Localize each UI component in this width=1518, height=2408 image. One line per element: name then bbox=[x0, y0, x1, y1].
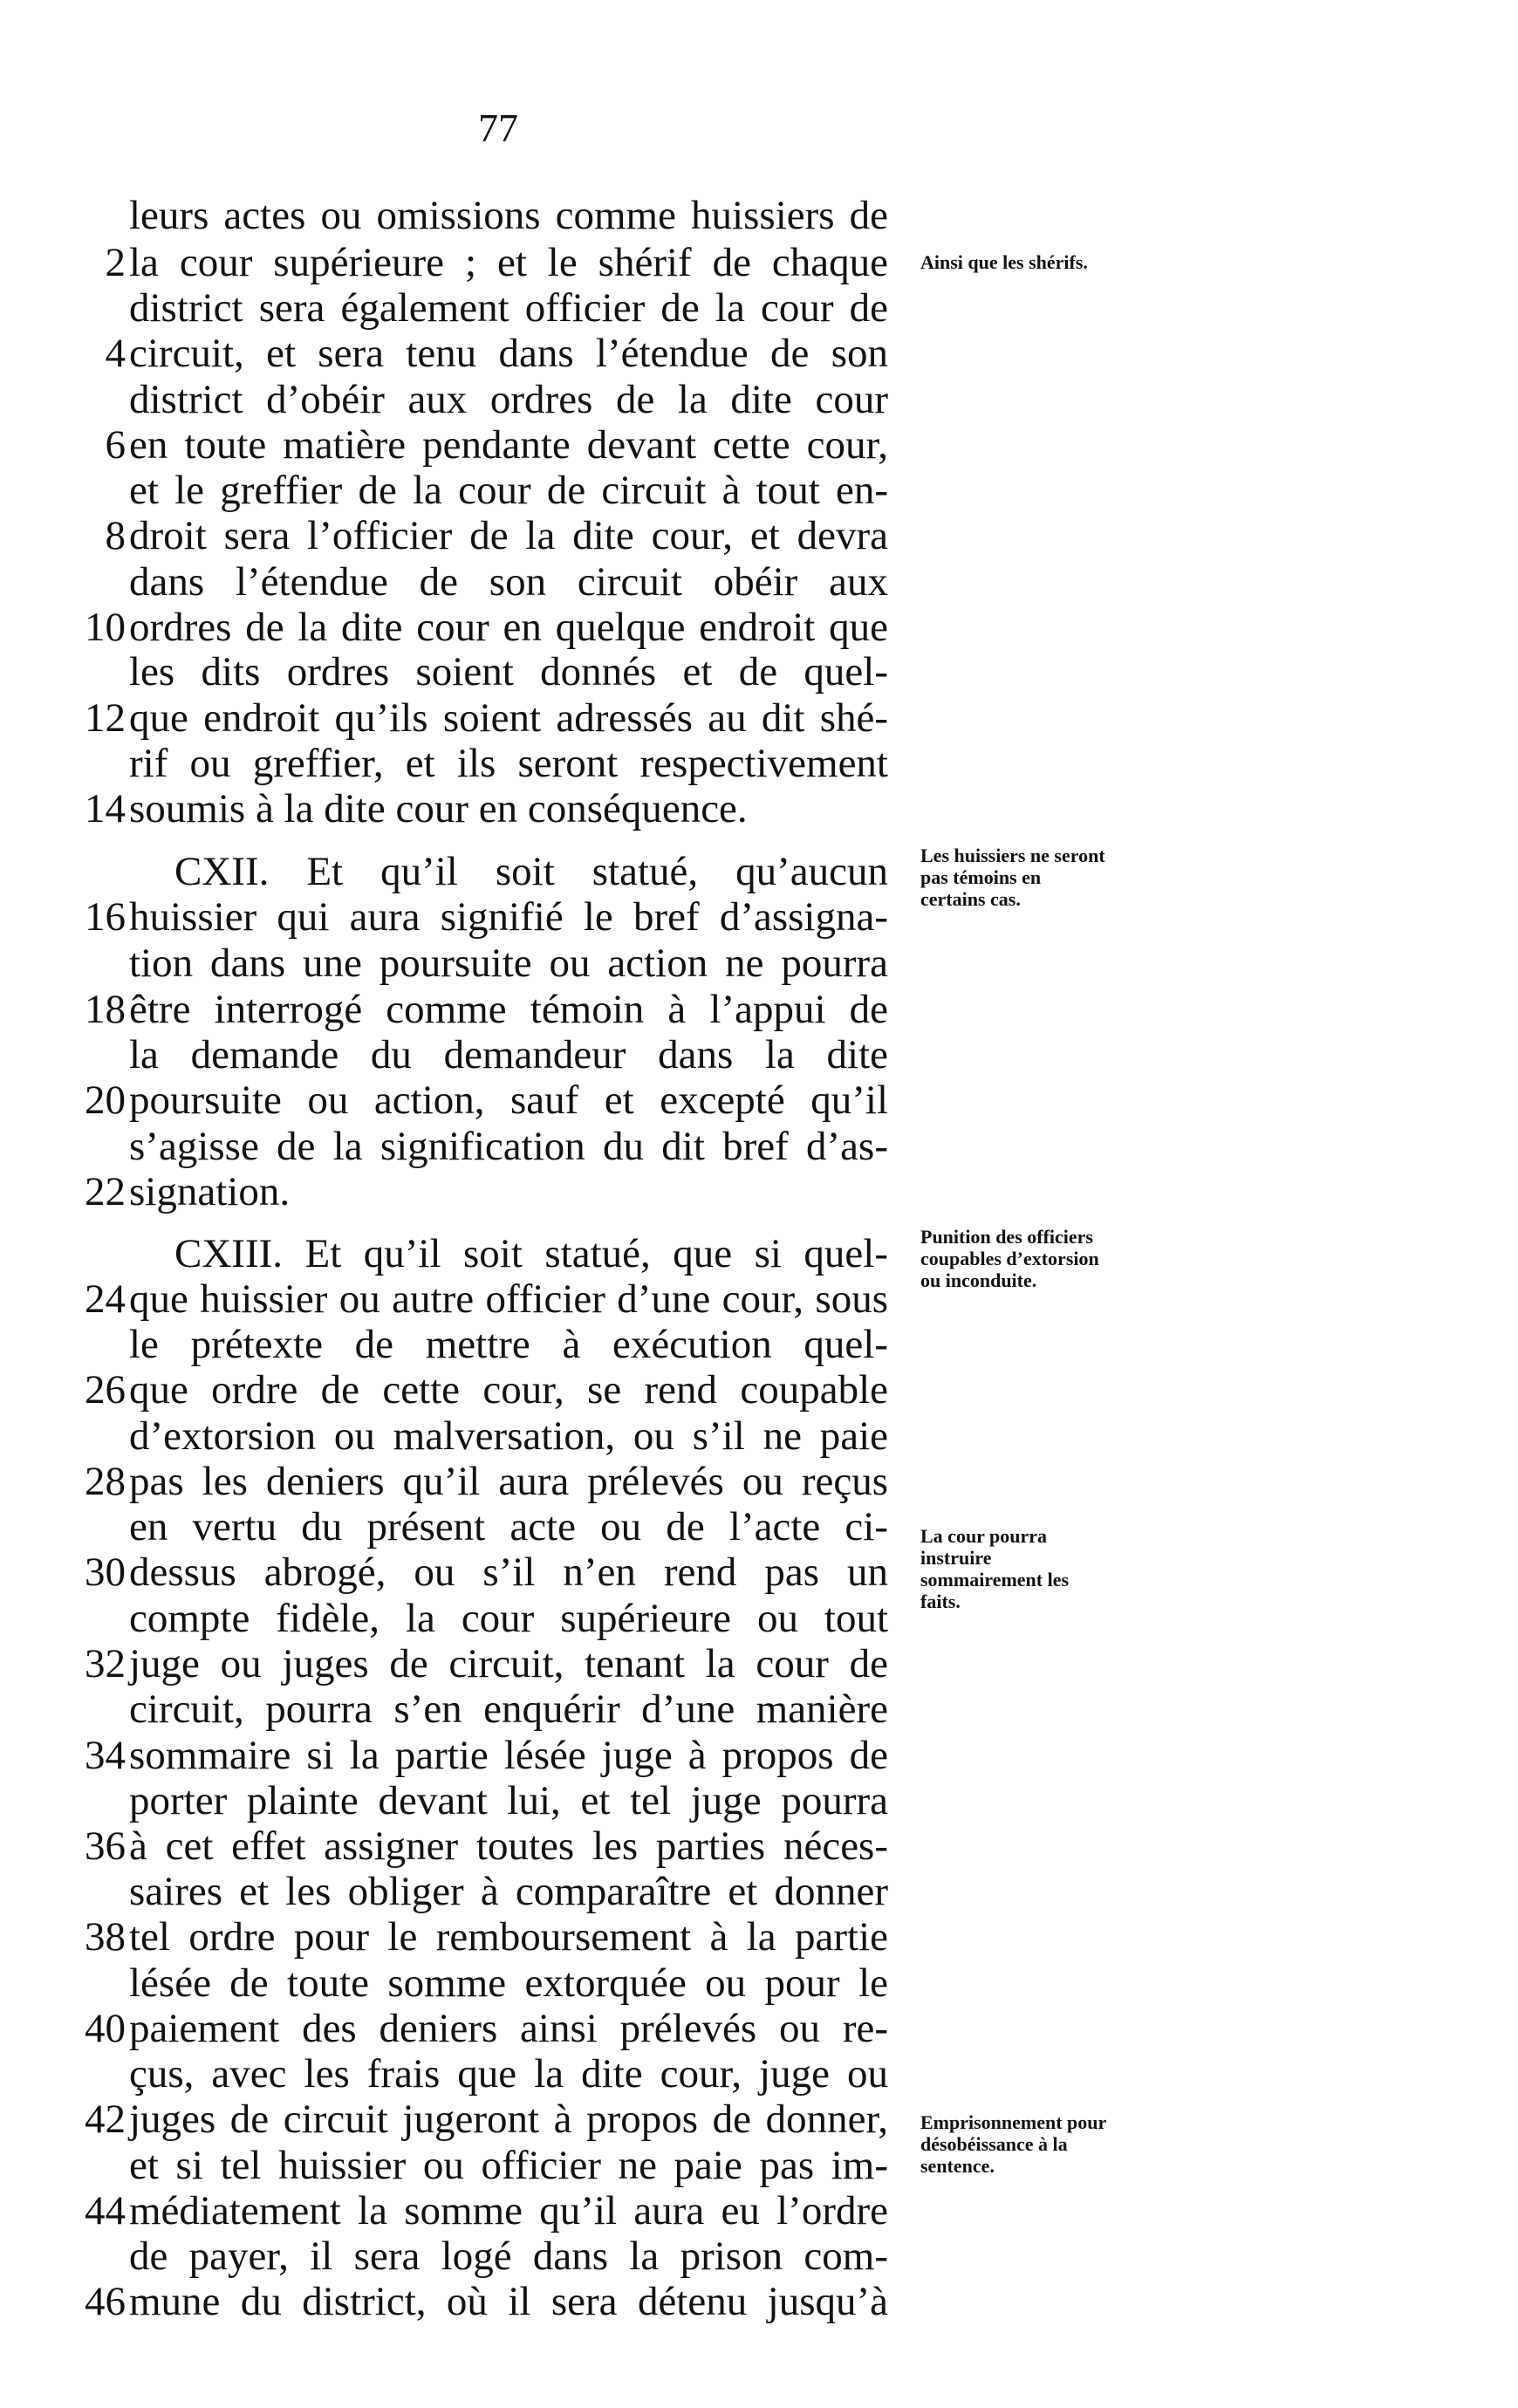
text-line bbox=[0, 1960, 1518, 2005]
text-line bbox=[0, 239, 1518, 284]
text-line bbox=[0, 1686, 1518, 1731]
line-number: 26 bbox=[85, 1367, 126, 1413]
line-text: sommaire si la partie lésée juge à propos de bbox=[129, 1733, 888, 1778]
text-line bbox=[0, 1458, 1518, 1503]
line-text: CXIII. Et qu’il soit statué, que si quel- bbox=[174, 1231, 888, 1276]
line-text: la cour supérieure ; et le shérif de chaque bbox=[129, 240, 888, 285]
text-line bbox=[0, 986, 1518, 1031]
text-line bbox=[0, 648, 1518, 694]
line-number: 18 bbox=[85, 987, 126, 1032]
line-text: que huissier ou autre officier d’une cour, sous bbox=[129, 1276, 888, 1322]
text-line bbox=[0, 1366, 1518, 1412]
margin-note: Punition des officiers coupables d’extorsion ou inconduite. bbox=[920, 1226, 1099, 1291]
text-line bbox=[0, 893, 1518, 939]
line-number: 30 bbox=[85, 1549, 126, 1595]
text-line bbox=[0, 1777, 1518, 1823]
line-text: district d’obéir aux ordres de la dite cour bbox=[129, 377, 888, 422]
text-line bbox=[0, 376, 1518, 421]
line-text: porter plainte devant lui, et tel juge pourra bbox=[129, 1778, 888, 1823]
line-text: d’extorsion ou malversation, ou s’il ne paie bbox=[129, 1413, 888, 1459]
line-number: 6 bbox=[105, 422, 126, 468]
line-text: les dits ordres soient donnés et de quel- bbox=[129, 649, 888, 694]
text-line bbox=[0, 1123, 1518, 1168]
line-text: lésée de toute somme extorquée ou pour le bbox=[129, 1960, 888, 2006]
page-number: 77 bbox=[478, 106, 518, 150]
line-number: 38 bbox=[85, 1914, 126, 1960]
text-line bbox=[0, 1230, 1518, 1276]
text-line bbox=[0, 1031, 1518, 1077]
text-line bbox=[0, 1913, 1518, 1959]
line-text: juge ou juges de circuit, tenant la cour de bbox=[129, 1641, 888, 1686]
text-line bbox=[0, 2233, 1518, 2278]
line-text: poursuite ou action, sauf et excepté qu’il bbox=[129, 1077, 888, 1123]
line-number: 4 bbox=[105, 331, 126, 376]
text-line bbox=[0, 1823, 1518, 1868]
line-text: à cet effet assigner toutes les parties néces- bbox=[129, 1823, 888, 1869]
text-line bbox=[0, 512, 1518, 558]
line-text: en vertu du présent acte ou de l’acte ci- bbox=[129, 1504, 888, 1549]
text-line bbox=[0, 1503, 1518, 1549]
line-text: huissier qui aura signifié le bref d’assigna- bbox=[129, 894, 888, 940]
text-line bbox=[0, 2050, 1518, 2096]
line-text: ordres de la dite cour en quelque endroit que bbox=[129, 605, 888, 650]
text-line bbox=[0, 284, 1518, 330]
line-text: la demande du demandeur dans la dite bbox=[129, 1032, 888, 1077]
text-line bbox=[0, 2005, 1518, 2050]
line-text: rif ou greffier, et ils seront respectivement bbox=[129, 741, 888, 786]
line-number: 40 bbox=[85, 2006, 126, 2051]
line-number: 20 bbox=[85, 1077, 126, 1123]
text-line bbox=[0, 1640, 1518, 1686]
line-number: 46 bbox=[85, 2279, 126, 2324]
line-text: dessus abrogé, ou s’il n’en rend pas un bbox=[129, 1549, 888, 1595]
line-text: leurs actes ou omissions comme huissiers de bbox=[129, 193, 888, 238]
line-text: circuit, et sera tenu dans l’étendue de son bbox=[129, 331, 888, 376]
line-number: 2 bbox=[105, 240, 126, 285]
line-text: le prétexte de mettre à exécution quel- bbox=[129, 1322, 888, 1367]
line-text: soumis à la dite cour en conséquence. bbox=[129, 786, 748, 831]
line-text: que ordre de cette cour, se rend coupable bbox=[129, 1367, 888, 1413]
text-line bbox=[0, 785, 1518, 831]
line-number: 34 bbox=[85, 1733, 126, 1778]
line-text: et le greffier de la cour de circuit à tout en- bbox=[129, 468, 888, 513]
text-line bbox=[0, 740, 1518, 785]
line-text: dans l’étendue de son circuit obéir aux bbox=[129, 559, 888, 605]
line-text: mune du district, où il sera détenu jusqu’à bbox=[129, 2279, 888, 2324]
line-text: CXII. Et qu’il soit statué, qu’aucun bbox=[174, 849, 888, 894]
text-line bbox=[0, 604, 1518, 649]
line-number: 16 bbox=[85, 894, 126, 940]
text-line bbox=[0, 192, 1518, 237]
text-line bbox=[0, 2142, 1518, 2187]
line-number: 10 bbox=[85, 605, 126, 650]
text-line bbox=[0, 1077, 1518, 1122]
text-line bbox=[0, 2187, 1518, 2233]
line-number: 28 bbox=[85, 1459, 126, 1504]
text-line bbox=[0, 1732, 1518, 1777]
line-text: çus, avec les frais que la dite cour, juge ou bbox=[129, 2051, 888, 2097]
text-line bbox=[0, 1168, 1518, 1214]
line-text: être interrogé comme témoin à l’appui de bbox=[129, 987, 888, 1032]
line-text: pas les deniers qu’il aura prélevés ou reçus bbox=[129, 1459, 888, 1504]
margin-note: Ainsi que les shérifs. bbox=[920, 251, 1088, 273]
margin-note: Les huissiers ne seront pas témoins en certains cas. bbox=[920, 845, 1105, 910]
line-number: 22 bbox=[85, 1169, 126, 1214]
line-text: droit sera l’officier de la dite cour, et devra bbox=[129, 513, 888, 558]
line-number: 8 bbox=[105, 513, 126, 558]
text-line bbox=[0, 421, 1518, 467]
text-line bbox=[0, 2096, 1518, 2141]
line-text: signation. bbox=[129, 1169, 291, 1214]
line-number: 42 bbox=[85, 2097, 126, 2142]
line-number: 44 bbox=[85, 2188, 126, 2234]
text-line bbox=[0, 1321, 1518, 1366]
text-line bbox=[0, 330, 1518, 375]
text-line bbox=[0, 558, 1518, 604]
text-line bbox=[0, 940, 1518, 985]
line-text: de payer, il sera logé dans la prison com- bbox=[129, 2234, 888, 2279]
text-line bbox=[0, 467, 1518, 512]
line-text: district sera également officier de la cour de bbox=[129, 285, 888, 331]
text-line bbox=[0, 848, 1518, 893]
line-text: compte fidèle, la cour supérieure ou tout bbox=[129, 1596, 888, 1641]
line-text: circuit, pourra s’en enquérir d’une manière bbox=[129, 1686, 888, 1732]
margin-note: La cour pourra instruire sommairement les faits. bbox=[920, 1525, 1070, 1612]
line-text: paiement des deniers ainsi prélevés ou re- bbox=[129, 2006, 888, 2051]
text-line bbox=[0, 2278, 1518, 2323]
line-number: 32 bbox=[85, 1641, 126, 1686]
line-text: saires et les obliger à comparaître et donner bbox=[129, 1869, 888, 1914]
line-text: et si tel huissier ou officier ne paie pas im- bbox=[129, 2143, 888, 2188]
text-line bbox=[0, 1595, 1518, 1640]
line-text: tion dans une poursuite ou action ne pourra bbox=[129, 941, 888, 986]
line-number: 12 bbox=[85, 695, 126, 741]
text-line bbox=[0, 694, 1518, 740]
line-text: juges de circuit jugeront à propos de donner, bbox=[129, 2097, 888, 2142]
line-text: médiatement la somme qu’il aura eu l’ordre bbox=[129, 2188, 888, 2234]
line-number: 24 bbox=[85, 1276, 126, 1322]
line-text: s’agisse de la signification du dit bref d’as- bbox=[129, 1124, 888, 1169]
line-text: que endroit qu’ils soient adressés au dit shé- bbox=[129, 695, 888, 741]
line-number: 36 bbox=[85, 1823, 126, 1869]
margin-note: Emprisonnement pour désobéissance à la sentence. bbox=[920, 2111, 1106, 2177]
text-line bbox=[0, 1413, 1518, 1458]
text-line bbox=[0, 1276, 1518, 1321]
text-line bbox=[0, 1868, 1518, 1913]
line-text: tel ordre pour le remboursement à la partie bbox=[129, 1914, 888, 1960]
line-number: 14 bbox=[85, 786, 126, 831]
text-line bbox=[0, 1549, 1518, 1594]
line-text: en toute matière pendante devant cette cour, bbox=[129, 422, 888, 468]
